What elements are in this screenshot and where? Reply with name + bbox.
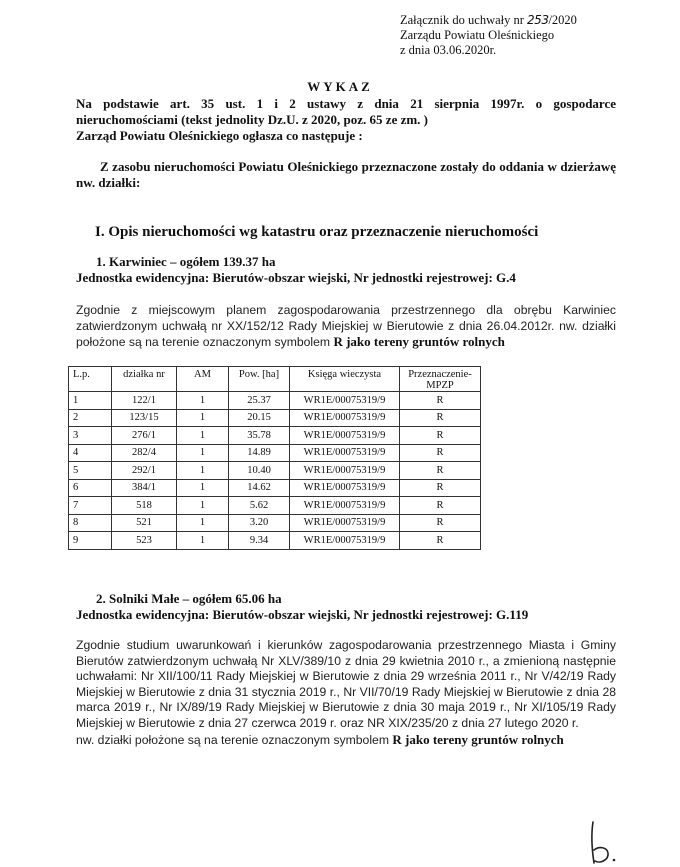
cell-am: 1 [177, 392, 229, 410]
cell-dzialka: 282/4 [112, 444, 177, 462]
col-lp: L.p. [69, 367, 112, 392]
cell-am: 1 [177, 479, 229, 497]
cell-lp: 1 [69, 392, 112, 410]
cell-pow: 14.89 [229, 444, 290, 462]
cell-am: 1 [177, 532, 229, 550]
cell-mpzp: R [400, 392, 481, 410]
attachment-header [400, 13, 577, 58]
cell-lp: 3 [69, 427, 112, 445]
cell-pow: 25.37 [229, 392, 290, 410]
col-dzialka: działka nr [112, 367, 177, 392]
cell-mpzp: R [400, 497, 481, 515]
cell-dzialka: 123/15 [112, 409, 177, 427]
item1-paragraph: Zgodnie z miejscowym planem zagospodarowania przestrzennego dla obrębu Karwiniec zatwierdzonym uchwałą nr XX/152/12 Rady Miejskiej w Bierutowie z dnia 26.04.2012r. nw. działki położone są na terenie oznaczonym symbolem R jako tereny gruntów rolnych [76, 303, 616, 350]
item1-number: 1. [96, 254, 106, 269]
cell-am: 1 [177, 497, 229, 515]
item2-paragraph: Zgodnie studium uwarunkowań i kierunków zagospodarowania przestrzennego Miasta i Gminy Bierutów zatwierdzonym uchwałą Nr XLV/389/10 z dnia 29 kwietnia 2010 r., a zmienioną następnie uchwałami: Nr XII/100/11 Rady Miejskiej w Bierutowie z dnia 29 września 2011 r., Nr V/42/19 Rady Miejskiej w Bierutowie z dnia 31 stycznia 2019 r., Nr VII/70/19 Rady Miejskiej w Bierutowie z dnia 28 marca 2019 r., Nr IX/89/19 Rady Miejskiej w Bierutowie z dnia 30 maja 2019 r., Nr XI/105/19 Rady Miejskiej w Bierutowie z dnia 27 czerwca 2019 r. oraz NR XIX/235/20 z dnia 27 lutego 2020 r. nw. działki położone są na terenie oznaczonym symbolem R jako tereny gruntów rolnych [76, 638, 616, 747]
col-kw: Księga wieczysta [290, 367, 400, 392]
cell-pow: 20.15 [229, 409, 290, 427]
header-line-3: z dnia 03.06.2020r. [400, 43, 497, 57]
item1-title: Karwiniec – ogółem 139.37 ha [109, 254, 276, 269]
cell-kw: WR1E/00075319/9 [290, 497, 400, 515]
document-title: WYKAZ [307, 79, 373, 94]
cell-pow: 35.78 [229, 427, 290, 445]
cell-dzialka: 276/1 [112, 427, 177, 445]
lease-statement: Z zasobu nieruchomości Powiatu Oleśnickiego przeznaczone zostały do oddania w dzierżawę nw. działki: [76, 159, 616, 190]
cell-mpzp: R [400, 479, 481, 497]
item2-title: Solniki Małe – ogółem 65.06 ha [109, 591, 282, 606]
cell-lp: 8 [69, 514, 112, 532]
cell-kw: WR1E/00075319/9 [290, 427, 400, 445]
cell-am: 1 [177, 514, 229, 532]
cell-lp: 7 [69, 497, 112, 515]
item1-bold: R jako tereny gruntów rolnych [333, 334, 505, 350]
cell-lp: 6 [69, 479, 112, 497]
cell-dzialka: 523 [112, 532, 177, 550]
cell-kw: WR1E/00075319/9 [290, 479, 400, 497]
item1-heading [76, 254, 516, 286]
table-header-row [69, 367, 481, 392]
cell-kw: WR1E/00075319/9 [290, 392, 400, 410]
cell-kw: WR1E/00075319/9 [290, 409, 400, 427]
resolution-number: 253 [527, 13, 549, 27]
item2-unit: Jednostka ewidencyjna: Bierutów-obszar wiejski, Nr jednostki rejestrowej: G.119 [76, 607, 529, 622]
table-row [69, 444, 481, 462]
table-row [69, 497, 481, 515]
cell-am: 1 [177, 462, 229, 480]
cell-mpzp: R [400, 462, 481, 480]
cell-lp: 9 [69, 532, 112, 550]
cell-mpzp: R [400, 532, 481, 550]
cell-dzialka: 384/1 [112, 479, 177, 497]
item2-number: 2. [96, 591, 106, 606]
cell-am: 1 [177, 427, 229, 445]
table-row [69, 514, 481, 532]
header-line-2: Zarządu Powiatu Oleśnickiego [400, 28, 555, 42]
cell-pow: 9.34 [229, 532, 290, 550]
legal-basis [76, 96, 616, 144]
cell-lp: 5 [69, 462, 112, 480]
table-row [69, 427, 481, 445]
cell-kw: WR1E/00075319/9 [290, 514, 400, 532]
handwritten-signature [585, 820, 630, 865]
cell-kw: WR1E/00075319/9 [290, 532, 400, 550]
parcels-table [68, 366, 481, 550]
legal-basis-line-1: Na podstawie art. 35 ust. 1 i 2 ustawy z dnia 21 sierpnia 1997r. o gospodarce [76, 96, 616, 111]
legal-basis-line-2: nieruchomościami (tekst jednolity Dz.U. z 2020, poz. 65 ze zm. ) [76, 112, 429, 127]
table-row [69, 409, 481, 427]
cell-pow: 3.20 [229, 514, 290, 532]
cell-am: 1 [177, 444, 229, 462]
cell-mpzp: R [400, 409, 481, 427]
col-mpzp: Przeznaczenie-MPZP [400, 367, 481, 392]
cell-pow: 5.62 [229, 497, 290, 515]
header-line-1: Załącznik do uchwały nr 253/2020 [400, 13, 577, 27]
cell-mpzp: R [400, 444, 481, 462]
col-pow: Pow. [ha] [229, 367, 290, 392]
table-row [69, 479, 481, 497]
cell-lp: 4 [69, 444, 112, 462]
table-row [69, 392, 481, 410]
col-am: AM [177, 367, 229, 392]
item2-bold: R jako tereny gruntów rolnych [392, 731, 564, 747]
cell-dzialka: 518 [112, 497, 177, 515]
cell-kw: WR1E/00075319/9 [290, 462, 400, 480]
item1-unit: Jednostka ewidencyjna: Bierutów-obszar wiejski, Nr jednostki rejestrowej: G.4 [76, 270, 516, 285]
cell-dzialka: 122/1 [112, 392, 177, 410]
cell-pow: 14.62 [229, 479, 290, 497]
cell-am: 1 [177, 409, 229, 427]
cell-lp: 2 [69, 409, 112, 427]
cell-dzialka: 521 [112, 514, 177, 532]
cell-kw: WR1E/00075319/9 [290, 444, 400, 462]
section-title: I. Opis nieruchomości wg katastru oraz przeznaczenie nieruchomości [95, 224, 539, 240]
cell-mpzp: R [400, 427, 481, 445]
table-row [69, 462, 481, 480]
legal-basis-line-3: Zarząd Powiatu Oleśnickiego ogłasza co następuje : [76, 128, 363, 143]
table-row [69, 532, 481, 550]
item2-heading [76, 591, 528, 623]
cell-mpzp: R [400, 514, 481, 532]
cell-pow: 10.40 [229, 462, 290, 480]
cell-dzialka: 292/1 [112, 462, 177, 480]
